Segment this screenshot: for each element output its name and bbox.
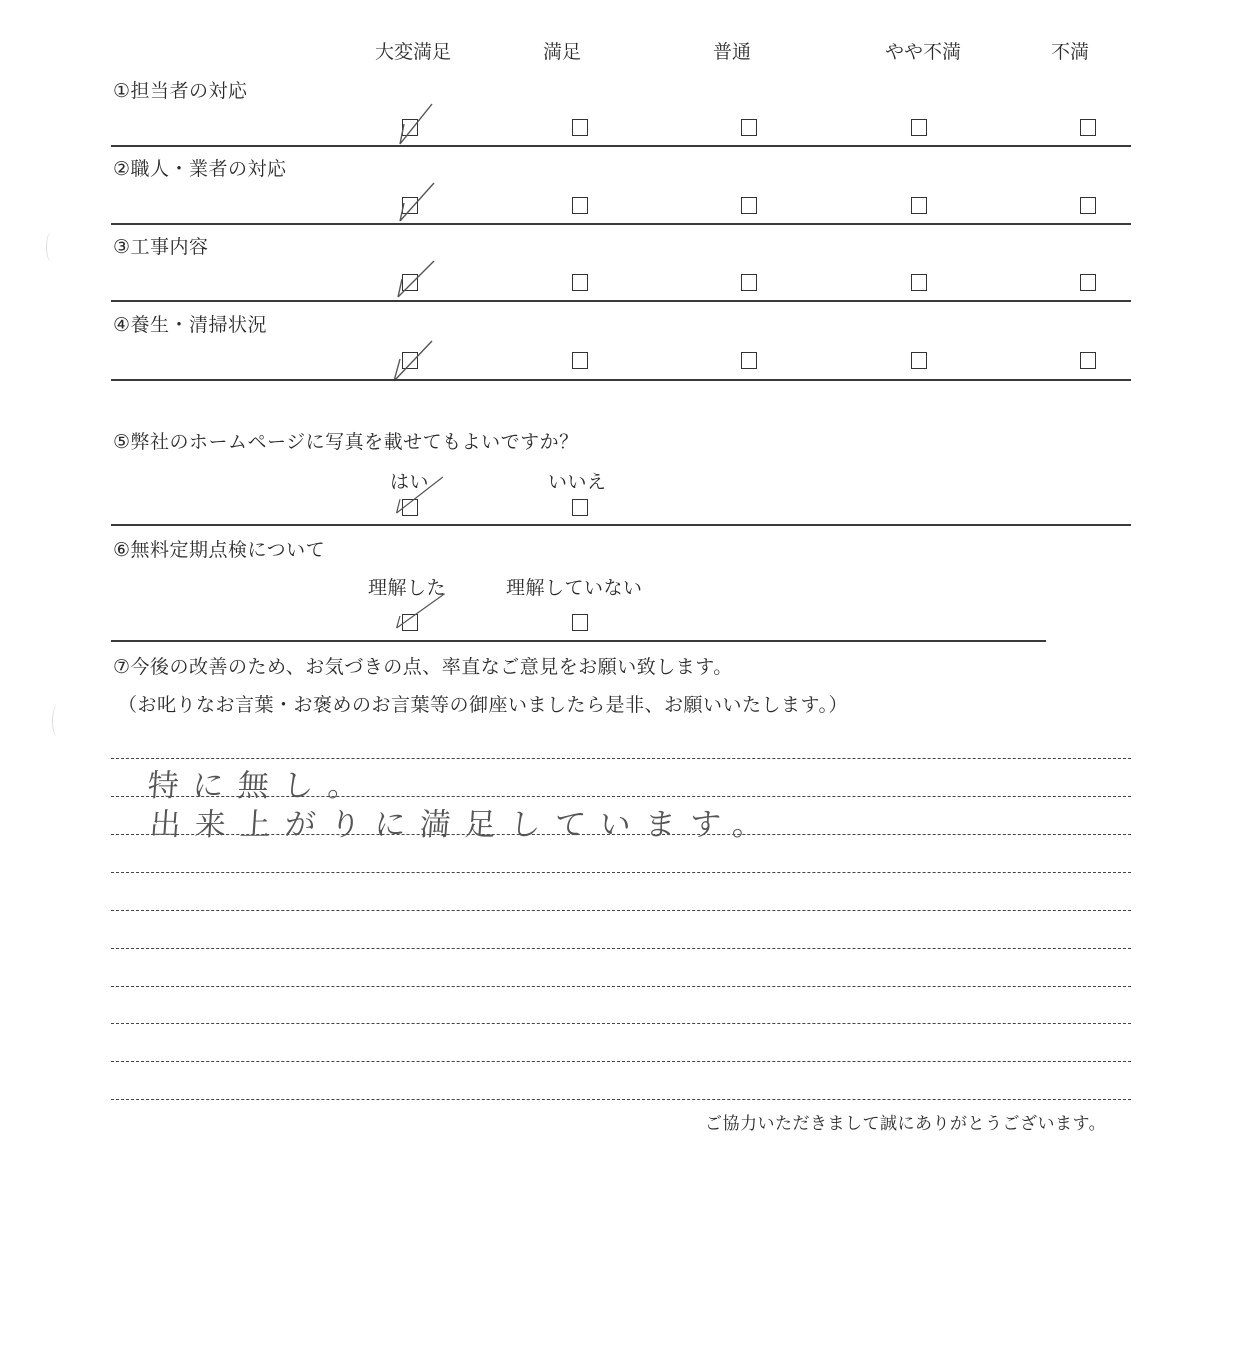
q4-checkbox-very-satisfied[interactable]: [402, 352, 418, 369]
column-header-neutral: 普通: [712, 41, 751, 63]
q1-checkbox-neutral[interactable]: [741, 119, 757, 136]
column-header-satisfied: 満足: [542, 41, 581, 63]
q3-checkbox-neutral[interactable]: [741, 274, 757, 291]
question-5-label: ⑤弊社のホームページに写真を載せてもよいですか？: [113, 431, 579, 453]
q3-checkbox-somewhat-dissatisfied[interactable]: [911, 274, 927, 291]
q3-checkbox-dissatisfied[interactable]: [1080, 274, 1096, 291]
scan-artifact: [52, 705, 63, 737]
q6-checkbox-not-understood[interactable]: [572, 614, 588, 631]
q5-checkbox-yes[interactable]: [402, 499, 418, 516]
q6-checkbox-understood[interactable]: [402, 614, 418, 631]
scan-artifact: [46, 232, 57, 262]
question-6-label: ⑥無料定期点検について: [113, 539, 326, 561]
column-header-somewhat-dissatisfied: やや不満: [884, 41, 961, 63]
section-divider: [111, 223, 1131, 225]
writing-line: [111, 1099, 1131, 1100]
checkmark-icon: [392, 177, 452, 227]
q4-checkbox-satisfied[interactable]: [572, 352, 588, 369]
section-divider: [111, 640, 1046, 642]
q5-option-yes-label: はい: [390, 471, 430, 493]
q6-option-understood-label: 理解した: [368, 577, 447, 599]
writing-line: [111, 758, 1131, 759]
section-divider: [111, 379, 1131, 381]
q1-checkbox-very-satisfied[interactable]: [402, 119, 418, 136]
question-3-label: ③工事内容: [113, 236, 209, 258]
checkmark-icon: [390, 255, 450, 305]
q3-checkbox-very-satisfied[interactable]: [402, 274, 418, 291]
footer-thanks: ご協力いただきまして誠にありがとうございます。: [705, 1114, 1107, 1134]
q4-checkbox-dissatisfied[interactable]: [1080, 352, 1096, 369]
q2-checkbox-dissatisfied[interactable]: [1080, 197, 1096, 214]
section-divider: [111, 300, 1131, 302]
writing-line: [111, 948, 1131, 949]
q2-checkbox-very-satisfied[interactable]: [402, 197, 418, 214]
q1-checkbox-satisfied[interactable]: [572, 119, 588, 136]
q2-checkbox-somewhat-dissatisfied[interactable]: [911, 197, 927, 214]
handwritten-comment-line-1: 特に無し。: [146, 768, 375, 804]
writing-line: [111, 1023, 1131, 1024]
q4-checkbox-somewhat-dissatisfied[interactable]: [911, 352, 927, 369]
q3-checkbox-satisfied[interactable]: [572, 274, 588, 291]
question-4-label: ④養生・清掃状況: [113, 314, 268, 336]
writing-line: [111, 910, 1131, 911]
q2-checkbox-satisfied[interactable]: [572, 197, 588, 214]
q5-checkbox-no[interactable]: [572, 499, 588, 516]
column-header-dissatisfied: 不満: [1050, 41, 1089, 63]
q1-checkbox-dissatisfied[interactable]: [1080, 119, 1096, 136]
writing-line: [111, 986, 1131, 987]
handwritten-comment-line-2: 出来上がりに満足しています。: [148, 807, 779, 843]
section-divider: [111, 524, 1131, 526]
q6-option-not-understood-label: 理解していない: [506, 577, 643, 599]
question-7-label: ⑦今後の改善のため、お気づきの点、率直なご意見をお願い致します。: [113, 656, 733, 678]
question-7-sublabel: （お叱りなお言葉・お褒めのお言葉等の御座いましたら是非、お願いいたします。）: [118, 694, 848, 716]
question-1-label: ①担当者の対応: [113, 80, 248, 102]
q1-checkbox-somewhat-dissatisfied[interactable]: [911, 119, 927, 136]
q5-option-no-label: いいえ: [548, 471, 607, 493]
section-divider: [111, 145, 1131, 147]
checkmark-icon: [392, 100, 452, 150]
q4-checkbox-neutral[interactable]: [741, 352, 757, 369]
writing-line: [111, 872, 1131, 873]
question-2-label: ②職人・業者の対応: [113, 158, 287, 180]
column-header-very-satisfied: 大変満足: [374, 41, 451, 63]
q2-checkbox-neutral[interactable]: [741, 197, 757, 214]
writing-line: [111, 1061, 1131, 1062]
